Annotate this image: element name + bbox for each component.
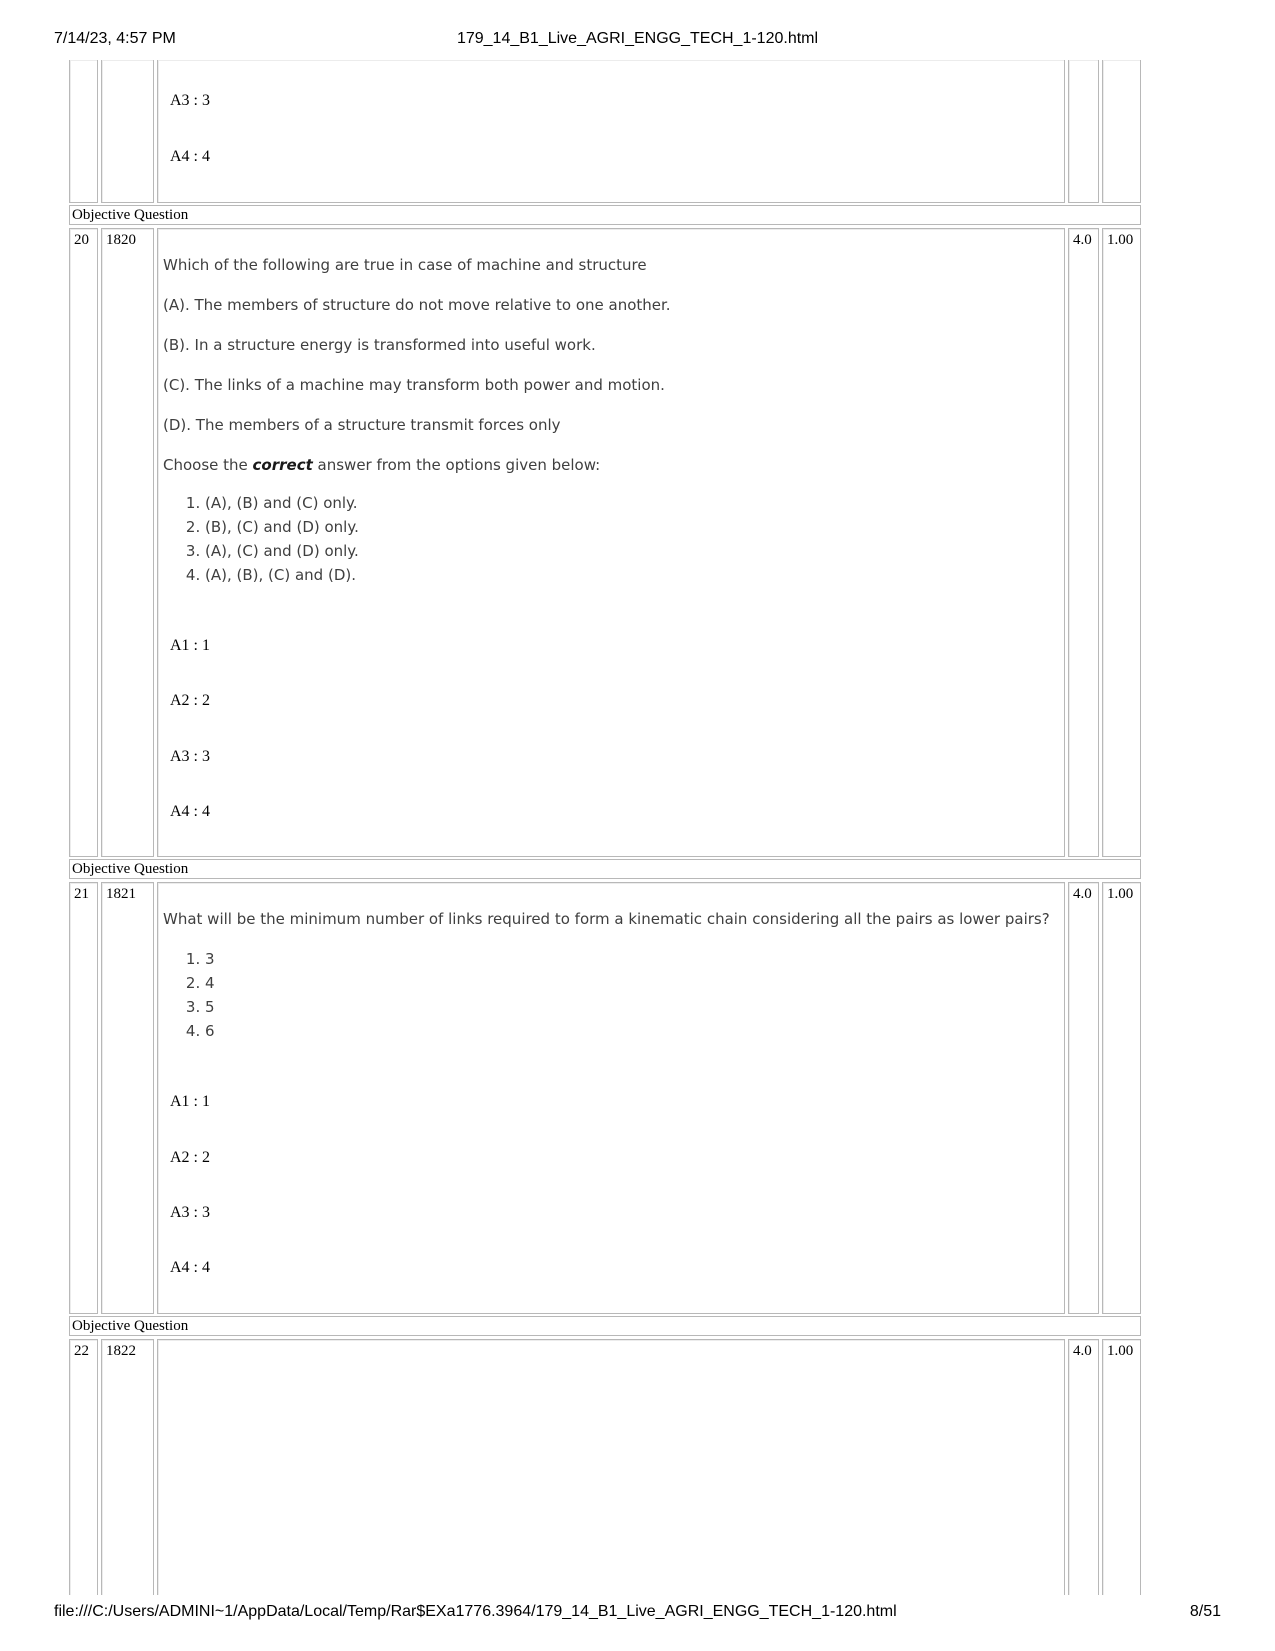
option-item: 1. 3	[205, 947, 215, 971]
marks-value: 4.0	[1073, 232, 1092, 248]
instruction-emphasis: correct	[252, 456, 313, 474]
answer-option: A1 : 1	[170, 637, 210, 654]
option-item: 4. (A), (B), (C) and (D).	[205, 563, 359, 587]
answer-option: A2 : 2	[170, 692, 210, 709]
print-doc-title: 179_14_B1_Live_AGRI_ENGG_TECH_1-120.html	[456, 30, 819, 47]
marks-cell	[1068, 882, 1099, 1314]
sno-cell	[69, 882, 98, 1314]
answer-option: A4 : 4	[170, 803, 210, 820]
statement-a: (A). The members of structure do not move relative to one another.	[163, 296, 671, 314]
print-footer	[0, 1603, 1275, 1625]
question-stem: Which of the following are true in case of machine and structure	[163, 256, 647, 274]
marks-value: 4.0	[1073, 1343, 1092, 1359]
question-id: 1822	[106, 1343, 136, 1359]
question-serial: 20	[74, 232, 89, 248]
answer-option: A3 : 3	[170, 92, 210, 109]
marks-cell	[1068, 228, 1099, 857]
question-paper-table	[69, 60, 1205, 1595]
statement-b: (B). In a structure energy is transformed into useful work.	[163, 336, 596, 354]
marks-cell	[1068, 60, 1099, 203]
options-list	[163, 947, 215, 1043]
question-serial: 21	[74, 886, 89, 902]
marks-cell	[1068, 1339, 1099, 1595]
marks-value: 4.0	[1073, 886, 1092, 902]
question-id: 1820	[106, 232, 136, 248]
statement-d: (D). The members of a structure transmit forces only	[163, 416, 561, 434]
sno-cell	[69, 228, 98, 857]
qid-cell	[101, 228, 154, 857]
print-datetime: 7/14/23, 4:57 PM	[54, 30, 176, 47]
answer-option: A4 : 4	[170, 148, 210, 165]
question-stem: What will be the minimum number of links required to form a kinematic chain considering all the pairs as lower pairs?	[163, 910, 1050, 928]
option-item: 1. (A), (B) and (C) only.	[205, 491, 359, 515]
question-serial: 22	[74, 1343, 89, 1359]
option-item: 4. 6	[205, 1019, 215, 1043]
qid-cell	[101, 882, 154, 1314]
qid-cell	[101, 60, 154, 203]
qid-cell	[101, 1339, 154, 1595]
answer-option: A2 : 2	[170, 1149, 210, 1166]
instruction-text: Choose the	[163, 456, 253, 474]
instruction-text: answer from the options given below:	[312, 456, 601, 474]
question-cell	[157, 228, 1065, 857]
statement-c: (C). The links of a machine may transform both power and motion.	[163, 376, 665, 394]
option-item: 2. 4	[205, 971, 215, 995]
negative-cell	[1102, 882, 1141, 1314]
sno-cell	[69, 1339, 98, 1595]
negative-cell	[1102, 60, 1141, 203]
answer-option: A1 : 1	[170, 1093, 210, 1110]
instruction-line	[163, 455, 600, 475]
question-cell	[157, 1339, 1065, 1595]
negative-cell	[1102, 228, 1141, 857]
section-heading: Objective Question	[69, 859, 1141, 879]
option-item: 3. 5	[205, 995, 215, 1019]
answer-option: A3 : 3	[170, 1204, 210, 1221]
answer-option: A3 : 3	[170, 748, 210, 765]
option-item: 3. (A), (C) and (D) only.	[205, 539, 359, 563]
negative-marks-value: 1.00	[1107, 232, 1134, 248]
section-heading: Objective Question	[69, 1316, 1141, 1336]
question-cell	[157, 60, 1065, 203]
options-list	[163, 491, 359, 587]
option-item: 2. (B), (C) and (D) only.	[205, 515, 359, 539]
negative-marks-value: 1.00	[1107, 1343, 1134, 1359]
negative-marks-value: 1.00	[1107, 886, 1134, 902]
question-id: 1821	[106, 886, 136, 902]
section-heading: Objective Question	[69, 205, 1141, 225]
sno-cell	[69, 60, 98, 203]
print-file-path: file:///C:/Users/ADMINI~1/AppData/Local/Temp/Rar$EXa1776.3964/179_14_B1_Live_AGRI_ENGG_TECH_1-120.html	[54, 1603, 897, 1620]
answer-option: A4 : 4	[170, 1259, 210, 1276]
page-number: 8/51	[1189, 1603, 1221, 1620]
print-header	[0, 30, 1275, 52]
question-cell	[157, 882, 1065, 1314]
negative-cell	[1102, 1339, 1141, 1595]
